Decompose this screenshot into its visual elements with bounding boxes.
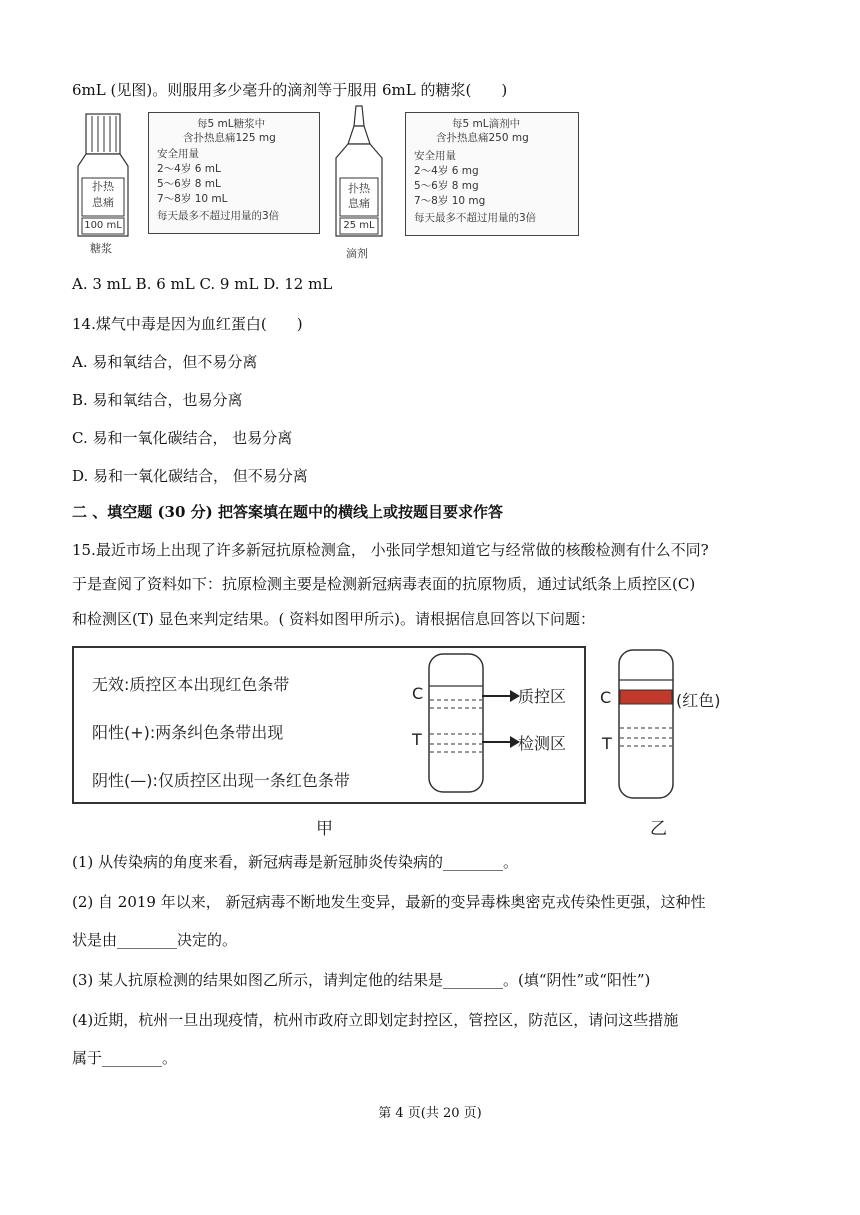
arrow-right-icon [482, 734, 522, 750]
q15-sub-4b: 属于________。 [72, 1049, 178, 1067]
q15-line-1: 15.最近市场上出现了许多新冠抗原检测盒， 小张同学想知道它与经常做的核酸检测有什么不同? [72, 541, 709, 559]
drops-info-line: 7～8岁 10 mg [414, 195, 486, 207]
q13-options: A. 3 mL B. 6 mL C. 9 mL D. 12 mL [72, 275, 333, 293]
antigen-info-box [72, 646, 586, 804]
q14-stem: 14.煤气中毒是因为血红蛋白( ) [72, 315, 303, 333]
drops-info-line: 5～6岁 8 mg [414, 180, 479, 192]
drops-info-line: 每天最多不超过用量的3倍 [414, 212, 537, 224]
syrup-bottle-label-1: 扑热 [92, 180, 114, 193]
syrup-bottle-label-2: 息痛 [92, 196, 114, 209]
drops-bottle-label-2: 息痛 [348, 197, 370, 210]
syrup-info-line: 每5 mL糖浆中 [197, 118, 266, 130]
drops-caption: 滴剂 [346, 247, 368, 260]
syrup-info-box [148, 112, 320, 234]
drops-info-line: 每5 mL滴剂中 [452, 118, 521, 130]
test-strip-yi [616, 648, 676, 802]
syrup-caption: 糖浆 [90, 242, 112, 255]
q15-sub-2a: (2) 自 2019 年以来， 新冠病毒不断地发生变异，最新的变异毒株奥密克戎传染性更强，这种性 [72, 893, 706, 911]
q14-option-a: A. 易和氧结合，但不易分离 [72, 353, 258, 371]
section-heading: 二 、填空题 (30 分) 把答案填在题中的横线上或按题目要求作答 [72, 503, 503, 521]
strip-letter-c: C [412, 684, 424, 703]
syrup-info-line: 含扑热息痛125 mg [183, 132, 276, 144]
q14-option-d: D. 易和一氧化碳结合， 但不易分离 [72, 467, 308, 485]
q15-sub-1: (1) 从传染病的角度来看，新冠病毒是新冠肺炎传染病的________。 [72, 853, 519, 871]
syrup-info-line: 7～8岁 10 mL [157, 193, 228, 205]
negative-rule: 阴性(—):仅质控区出现一条红色条带 [92, 771, 350, 790]
drops-info-box [405, 112, 579, 236]
caption-yi: 乙 [650, 819, 667, 839]
q15-line-3: 和检测区(T) 显色来判定结果。( 资料如图甲所示)。请根据信息回答以下问题： [72, 610, 595, 628]
arrow-right-icon [482, 688, 522, 704]
syrup-info-line: 5～6岁 8 mL [157, 178, 221, 190]
q14-option-b: B. 易和氧结合，也易分离 [72, 391, 243, 409]
zone-label-control: 质控区 [518, 687, 567, 706]
invalid-rule: 无效:质控区本出现红色条带 [92, 675, 290, 694]
q15-line-2: 于是查阅了资料如下：抗原检测主要是检测新冠病毒表面的抗原物质，通过试纸条上质控区(C) [72, 575, 696, 593]
q15-sub-3: (3) 某人抗原检测的结果如图乙所示，请判定他的结果是________。(填“阴性”或“阳性”) [72, 971, 651, 989]
drops-bottle-label-1: 扑热 [348, 182, 370, 195]
drops-volume: 25 mL [343, 220, 375, 231]
page-footer: 第 4 页(共 20 页) [378, 1106, 482, 1121]
syrup-info-line: 安全用量 [157, 148, 199, 160]
drops-info-line: 含扑热息痛250 mg [436, 132, 529, 144]
strip-letter-t-yi: T [602, 734, 612, 753]
drops-info-line: 2～4岁 6 mg [414, 165, 479, 177]
test-strip-jia [426, 652, 486, 796]
drops-info-line: 安全用量 [414, 150, 456, 162]
red-color-label: (红色) [676, 691, 721, 710]
syrup-volume: 100 mL [84, 220, 122, 231]
syrup-info-line: 每天最多不超过用量的3倍 [157, 210, 280, 222]
strip-letter-c-yi: C [600, 688, 612, 707]
caption-jia: 甲 [316, 819, 333, 839]
strip-letter-t: T [412, 730, 422, 749]
q13-stem-tail: 6mL (见图)。则服用多少毫升的滴剂等于服用 6mL 的糖浆( ) [72, 81, 508, 99]
positive-rule: 阳性(+):两条纠色条带出现 [92, 723, 284, 742]
q15-sub-2b: 状是由________决定的。 [72, 931, 238, 949]
syrup-info-line: 2～4岁 6 mL [157, 163, 221, 175]
q15-sub-4a: (4)近期，杭州一旦出现疫情，杭州市政府立即划定封控区，管控区，防范区，请问这些措施 [72, 1011, 679, 1029]
q14-option-c: C. 易和一氧化碳结合， 也易分离 [72, 429, 293, 447]
zone-label-test: 检测区 [518, 734, 567, 753]
